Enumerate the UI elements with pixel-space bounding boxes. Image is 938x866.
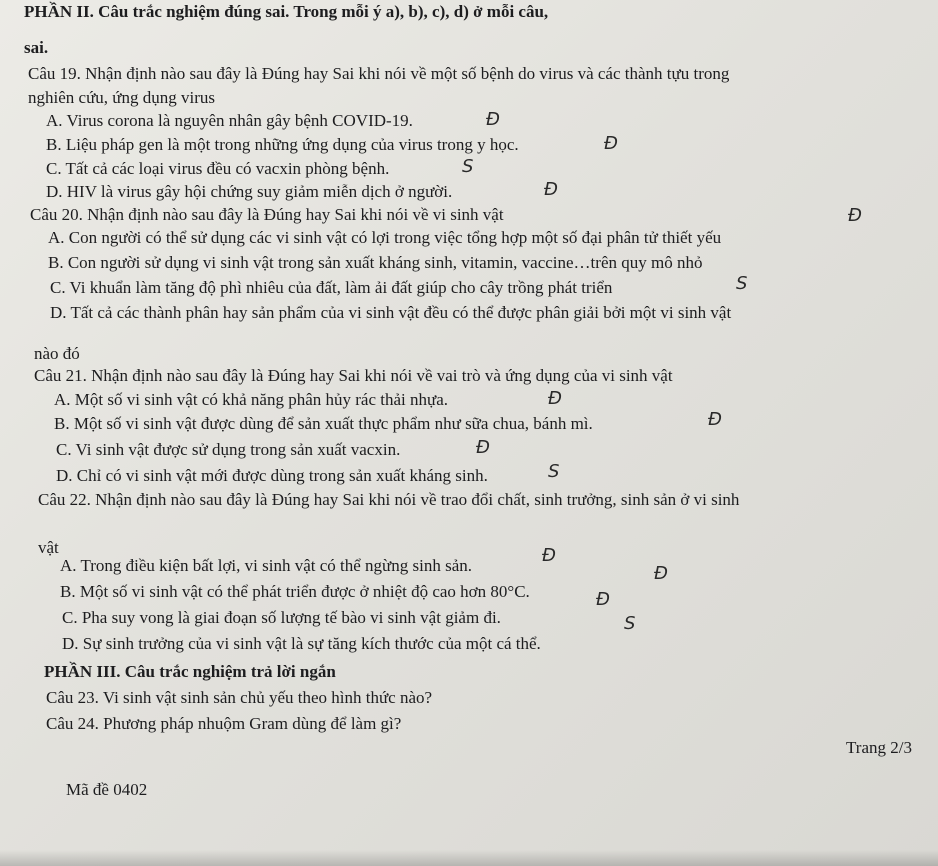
q19-mark-a: Đ (486, 109, 500, 130)
q21-mark-c: Đ (476, 437, 490, 458)
q21-option-c: C. Vi sinh vật được sử dụng trong sản xuất vacxin. (56, 440, 401, 459)
q22-mark-d: S (624, 613, 636, 634)
q20-option-a: A. Con người có thể sử dụng các vi sinh vật có lợi trong việc tổng hợp một số đại phân tử thiết yếu (48, 228, 722, 247)
q20-stem: Câu 20. Nhận định nào sau đây là Đúng hay Sai khi nói về vi sinh vật (30, 205, 504, 224)
part3-heading: PHẦN III. Câu trắc nghiệm trả lời ngắn (44, 662, 336, 681)
q20-mark-a: Đ (848, 205, 862, 226)
q22-option-a: A. Trong điều kiện bất lợi, vi sinh vật có thể ngừng sinh sản. (60, 556, 473, 575)
q19-mark-b: Đ (604, 133, 618, 154)
q19-option-c: C. Tất cả các loại virus đều có vacxin phòng bệnh. (46, 159, 390, 178)
q19-stem: Câu 19. Nhận định nào sau đây là Đúng hay Sai khi nói về một số bệnh do virus và các thành tựu trong (28, 64, 730, 83)
part2-heading-cont: sai. (24, 38, 49, 57)
q22-mark-b: Đ (654, 563, 668, 584)
q22-option-b: B. Một số vi sinh vật có thể phát triển được ở nhiệt độ cao hơn 80°C. (60, 582, 530, 601)
q20-option-c: C. Vi khuẩn làm tăng độ phì nhiêu của đất, làm ải đất giúp cho cây trồng phát triển (50, 278, 613, 297)
page-shadow (0, 850, 938, 866)
q22-mark-a: Đ (542, 545, 556, 566)
q20-option-d: D. Tất cả các thành phân hay sản phẩm của vi sinh vật đều có thể được phân giải bởi một vi sinh vật (50, 303, 732, 322)
page-number: Trang 2/3 (846, 738, 912, 757)
q21-mark-d: S (548, 461, 560, 482)
q19-option-d: D. HIV là virus gây hội chứng suy giảm miễn dịch ở người. (46, 182, 453, 201)
q19-stem-cont: nghiên cứu, ứng dụng virus (28, 88, 215, 107)
exam-code: Mã đề 0402 (66, 780, 148, 799)
q19-option-a: A. Virus corona là nguyên nhân gây bệnh COVID-19. (46, 111, 413, 130)
q22-option-c: C. Pha suy vong là giai đoạn số lượng tế bào vi sinh vật giảm đi. (62, 608, 501, 627)
part2-heading: PHẦN II. Câu trắc nghiệm đúng sai. Trong mỗi ý a), b), c), d) ở mỗi câu, (24, 2, 549, 21)
q21-mark-b: Đ (708, 409, 722, 430)
q22-mark-c: Đ (596, 589, 610, 610)
q22-stem-cont: vật (38, 538, 59, 557)
q22-stem: Câu 22. Nhận định nào sau đây là Đúng hay Sai khi nói về trao đổi chất, sinh trưởng, sinh sản ở vi sinh (38, 490, 740, 509)
q20-option-d-cont: nào đó (34, 344, 80, 363)
q22-option-d: D. Sự sinh trưởng của vi sinh vật là sự tăng kích thước của một cá thể. (62, 634, 541, 653)
q23: Câu 23. Vi sinh vật sinh sản chủ yếu theo hình thức nào? (46, 688, 433, 707)
q21-mark-a: Đ (548, 388, 562, 409)
q24: Câu 24. Phương pháp nhuộm Gram dùng để làm gì? (46, 714, 402, 733)
q21-option-d: D. Chỉ có vi sinh vật mới được dùng trong sản xuất kháng sinh. (56, 466, 488, 485)
q19-option-b: B. Liệu pháp gen là một trong những ứng dụng của virus trong y học. (46, 135, 519, 154)
q19-mark-d: Đ (544, 179, 558, 200)
q20-option-b: B. Con người sử dụng vi sinh vật trong sản xuất kháng sinh, vitamin, vaccine…trên quy mô nhỏ (48, 253, 703, 272)
q21-option-a: A. Một số vi sinh vật có khả năng phân hủy rác thải nhựa. (54, 390, 448, 409)
q20-mark-c: S (736, 273, 748, 294)
q19-mark-c: S (462, 156, 474, 177)
q21-option-b: B. Một số vi sinh vật được dùng để sản xuất thực phẩm như sữa chua, bánh mì. (54, 414, 593, 433)
q21-stem: Câu 21. Nhận định nào sau đây là Đúng hay Sai khi nói về vai trò và ứng dụng của vi sinh vật (34, 366, 673, 385)
